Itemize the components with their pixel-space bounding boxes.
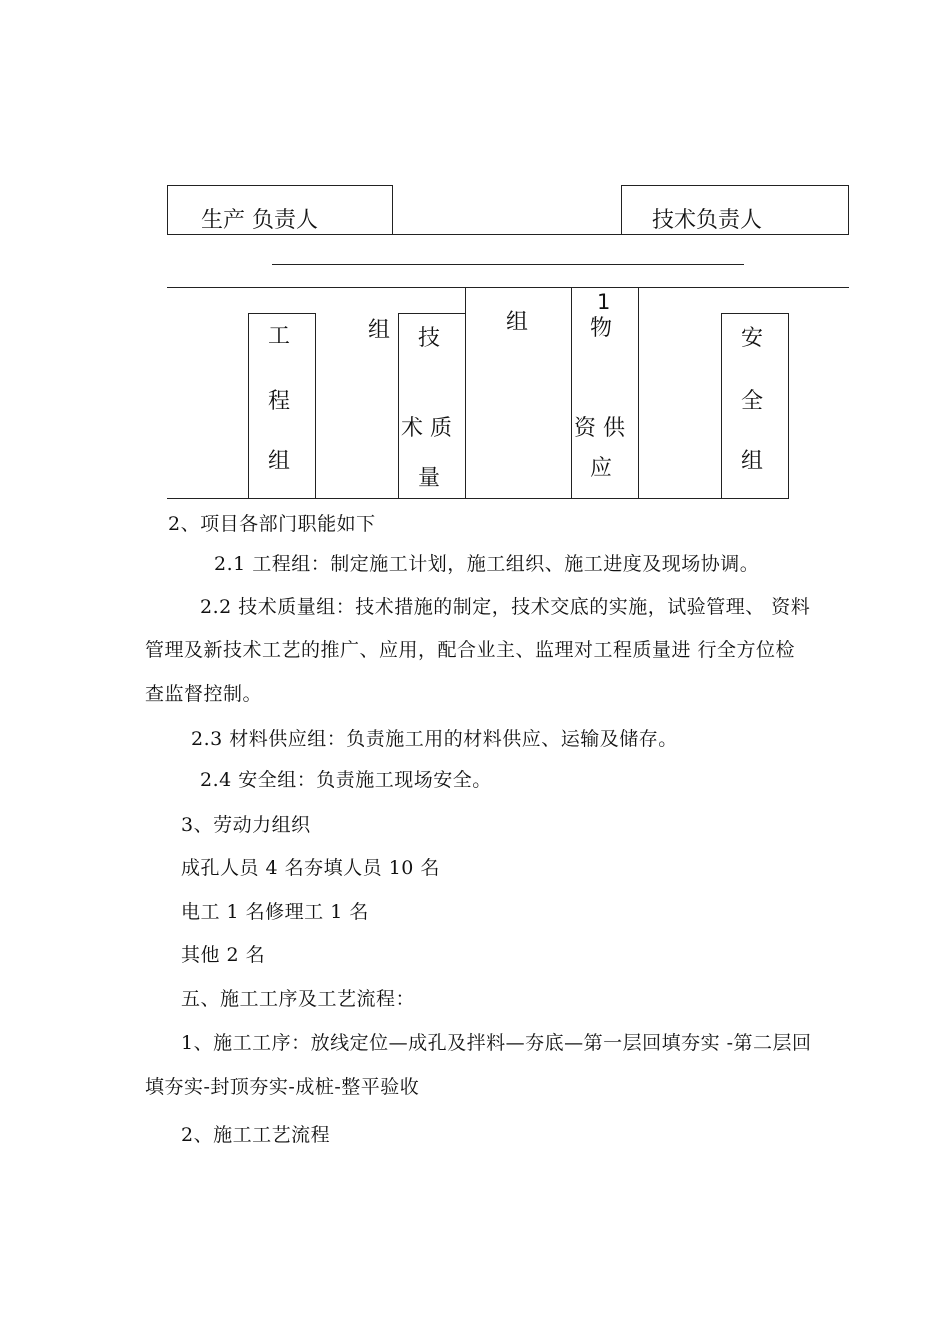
section-5-title: 五、施工工序及工艺流程： xyxy=(181,988,416,1010)
materials-number: 1 xyxy=(597,290,611,314)
header-baseline xyxy=(167,234,849,235)
stray-zu-label: 组 xyxy=(506,310,529,335)
stray-zu-label: 组 xyxy=(368,318,391,343)
engineering-char-3: 组 xyxy=(268,449,291,474)
box-border xyxy=(248,313,249,499)
box-border xyxy=(398,313,466,314)
engineering-char-2: 程 xyxy=(268,389,291,414)
tech-quality-char-mid: 术 质 xyxy=(401,416,452,441)
box-border xyxy=(571,287,572,499)
section-3-line-2: 电工 1 名修理工 1 名 xyxy=(181,901,369,923)
section-3-line-1: 成孔人员 4 名夯填人员 10 名 xyxy=(181,857,440,879)
production-head-label: 生产 负责人 xyxy=(201,208,318,233)
materials-char-top: 物 xyxy=(590,316,613,341)
section-3-title: 3、劳动力组织 xyxy=(181,814,311,836)
box-border xyxy=(621,185,622,235)
section-2-1: 2.1 工程组：制定施工计划，施工组织、施工进度及现场协调。 xyxy=(214,553,760,575)
section-2-2-line-3: 查监督控制。 xyxy=(145,683,263,705)
box-border xyxy=(788,313,789,499)
section-2-4: 2.4 安全组：负责施工现场安全。 xyxy=(200,769,492,791)
technical-head-label: 技术负责人 xyxy=(652,208,763,233)
section-2-2-line-1: 2.2 技术质量组：技术措施的制定，技术交底的实施，试验管理、 资料 xyxy=(200,596,811,618)
engineering-char-1: 工 xyxy=(268,324,291,349)
section-2-2-line-2: 管理及新技术工艺的推广、应用，配合业主、监理对工程质量进 行全方位检 xyxy=(145,639,796,661)
materials-char-mid: 资 供 xyxy=(574,416,625,441)
safety-char-3: 组 xyxy=(741,449,764,474)
box-border xyxy=(721,313,789,314)
materials-char-bottom: 应 xyxy=(590,456,613,481)
safety-char-2: 全 xyxy=(741,389,764,414)
box-border xyxy=(398,313,399,499)
tech-quality-char-bottom: 量 xyxy=(418,466,441,491)
group-row-top-line xyxy=(167,287,849,288)
connector-line xyxy=(272,264,744,265)
box-border xyxy=(167,185,168,235)
section-5-1-line-1: 1、施工工序：放线定位—成孔及拌料—夯底—第一层回填夯实 -第二层回 xyxy=(181,1032,812,1054)
tech-quality-char-top: 技 xyxy=(418,326,441,351)
box-border xyxy=(465,287,466,499)
box-border xyxy=(248,313,316,314)
box-border xyxy=(315,313,316,499)
box-border xyxy=(621,185,849,186)
box-border xyxy=(848,185,849,235)
box-border xyxy=(638,287,639,499)
section-2-title: 2、项目各部门职能如下 xyxy=(168,513,376,535)
box-border xyxy=(392,185,393,235)
section-5-1-line-2: 填夯实-封顶夯实-成桩-整平验收 xyxy=(145,1076,420,1098)
box-border xyxy=(167,185,393,186)
section-5-2: 2、施工工艺流程 xyxy=(181,1124,331,1146)
box-border xyxy=(721,313,722,499)
safety-char-1: 安 xyxy=(741,326,764,351)
group-row-bottom-line xyxy=(167,498,789,499)
section-2-3: 2.3 材料供应组：负责施工用的材料供应、运输及储存。 xyxy=(191,728,678,750)
section-3-line-3: 其他 2 名 xyxy=(181,944,266,966)
